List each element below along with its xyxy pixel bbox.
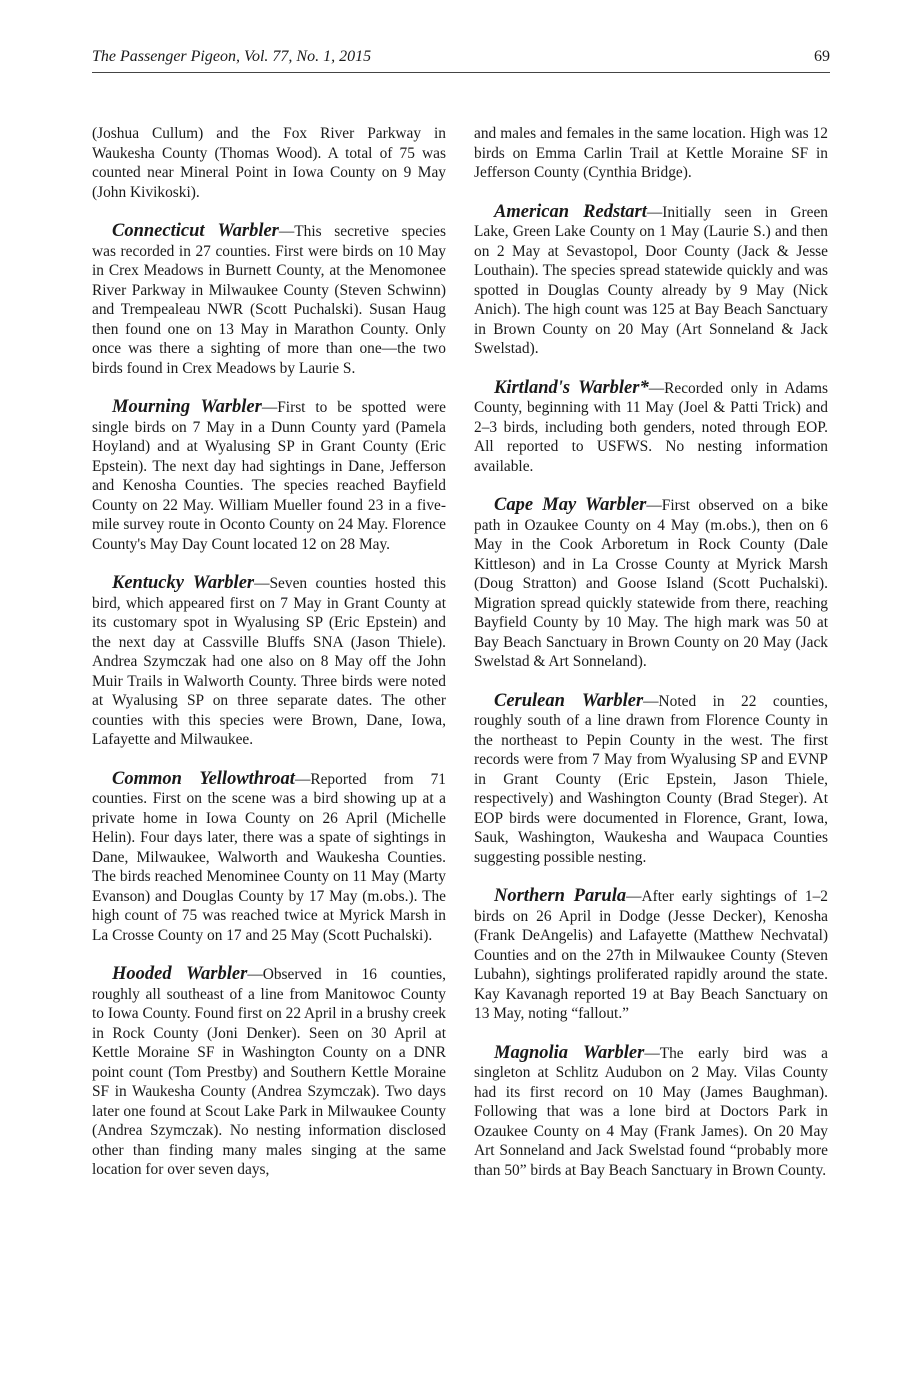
species-name: American Redstart (494, 201, 647, 222)
species-name: Kirtland's Warbler* (494, 377, 649, 398)
species-name: Cape May Warbler (494, 495, 647, 515)
account-text: —Seven counties hosted this bird, which appeared first on 7 May in Grant County at its customary spot in Wyalusing SP (Eric Epstein) and the next day at Cassville Bluffs SNA (Jason Thiele). Andrea Szymczak had one also on 8 May off the John Muir Trails in Walworth County. Three birds were noted at Wyalusing SP on three separate dates. The other counties with this species were Brown, Dane, Iowa, Lafayette and Milwaukee. (92, 575, 446, 748)
species-account (474, 887, 828, 1024)
account-text: —Noted in 22 counties, roughly south of a line drawn from Florence County in the northeast to Pepin County in the west. The first records were from 7 May from Wyalusing SP and EVNP in Grant County (Eric Epstein, Jason Thiele, respectively) and Washington County (Brad Steger). At EOP birds were documented in Florence, Grant, Iowa, Sauk, Washington, Waukesha and Waupaca Counties suggesting possible nesting. (474, 692, 829, 866)
species-name: Magnolia Warbler (494, 1042, 645, 1063)
species-account (474, 496, 828, 672)
left-column (92, 124, 446, 1200)
species-account (474, 124, 828, 183)
species-account (92, 124, 446, 202)
page-number: 69 (814, 48, 830, 65)
page-header (92, 48, 830, 73)
account-text: —The early bird was a singleton at Schlitz Audubon on 2 May. Vilas County had its first record on 10 May (James Baughman). Following that was a lone bird at Doctors Park in Ozaukee County on 4 May (Frank James). On 20 May Art Sonneland and Jack Swelstad found “probably more than 50” birds at Bay Beach Sanctuary in Brown County. (474, 1044, 829, 1179)
species-account (474, 379, 828, 477)
account-text: —First observed on a bike path in Ozaukee County on 4 May (m.obs.), then on 6 May in the Cook Arboretum in Rock County (Dale Kittleson) and in La Crosse County at Myrick Marsh (Doug Stratton) and Goose Island (Scott Puchalski). Migration spread quickly statewide from there, reaching Bayfield County by 10 May. The high mark was 50 at Bay Beach Sanctuary in Brown County on 20 May (Jack Swelstad & Art Sonneland). (474, 497, 828, 670)
species-account (92, 770, 446, 946)
species-name: Mourning Warbler (112, 397, 262, 417)
species-name: Connecticut Warbler (112, 221, 279, 241)
account-text: (Joshua Cullum) and the Fox River Parkway in Waukesha County (Thomas Wood). A total of 75 was counted near Mineral Point in Iowa County on 9 May (John Kivikoski). (92, 125, 446, 201)
account-text: —Recorded only in Adams County, beginning with 11 May (Joel & Patti Trick) and 2–3 birds, including both genders, noted through EOP. All reported to USFWS. No nesting information available. (474, 379, 828, 475)
species-account (92, 574, 446, 750)
species-name: Cerulean Warbler (494, 690, 644, 711)
species-name: Northern Parula (494, 886, 627, 906)
species-account (474, 692, 828, 868)
species-account (92, 222, 446, 378)
account-text: —After early sightings of 1–2 birds on 26 April in Dodge (Jesse Decker), Kenosha (Frank DeAngelis) and Lafayette (Matthew Nechvatal) Counties and on the 27th in Milwaukee County (Steven Lubahn), sightings proliferated rapidly around the state. Kay Kavanagh reported 19 at Bay Beach Sanctuary on 13 May, noting “fallout.” (474, 888, 828, 1022)
species-account (474, 1044, 828, 1181)
account-text: —Reported from 71 counties. First on the scene was a bird showing up at a private home in Iowa County on 26 April (Michelle Helin). Four days later, there was a spate of sightings in Dane, Milwaukee, Walworth and Waukesha Counties. The birds reached Menominee County on 11 May (Marty Evanson) and Douglas County by 17 May (m.obs.). The high count of 75 was reached twice at Myrick Marsh in La Crosse County on 17 and 25 May (Scott Puchalski). (92, 770, 446, 944)
species-name: Hooded Warbler (112, 964, 248, 984)
account-text: —Initially seen in Green Lake, Green Lake County on 1 May (Laurie S.) and then on 2 May at Sevastopol, Door County (Jack & Jesse Louthain). The species spread statewide quickly and was spotted in Douglas County already by 9 May (Nick Anich). The high count was 125 at Bay Beach Sanctuary in Brown County on 20 May (Art Sonneland & Jack Swelstad). (474, 203, 829, 357)
right-column (474, 124, 828, 1200)
account-text: and males and females in the same location. High was 12 birds on Emma Carlin Trail at Kettle Moraine SF in Jefferson County (Cynthia Bridge). (474, 125, 828, 181)
running-head: The Passenger Pigeon, Vol. 77, No. 1, 2015 (92, 48, 372, 65)
account-text: —This secretive species was recorded in 27 counties. First were birds on 10 May in Crex Meadows in Burnett County, at the Menomonee River Parkway in Milwaukee County (Steven Schwinn) and Trempealeau NWR (Scott Puchalski). Susan Haug then found one on 13 May in Marathon County. Only once was there a sighting of more than one—the two birds found in Crex Meadows by Laurie S. (92, 223, 446, 377)
account-text: —First to be spotted were single birds on 7 May in a Dunn County yard (Pamela Hoyland) and at Wyalusing SP in Grant County (Eric Epstein). The next day had sightings in Dane, Jefferson and Kenosha Counties. The species reached Bayfield County on 22 May. William Mueller found 23 in a five-mile survey route in Oconto County on 24 May. Florence County's May Day Count located 12 on 28 May. (92, 399, 446, 553)
account-text: —Observed in 16 counties, roughly all southeast of a line from Manitowoc County to Iowa County. Found first on 22 April in a brushy creek in Rock County (Joni Denker). Seen on 30 April at Kettle Moraine SF in Washington County on a DNR point count (Tom Prestby) and Southern Kettle Moraine SF in Waukesha County (Andrea Szymczak). Two days later one found at Scout Lake Park in Milwaukee County (Andrea Szymczak). No nesting information disclosed other than finding many males singing at the same location for over seven days, (92, 966, 446, 1178)
species-name: Kentucky Warbler (112, 573, 255, 593)
species-account (92, 398, 446, 554)
species-account (474, 203, 828, 359)
species-name: Common Yellowthroat (112, 768, 295, 789)
species-account (92, 965, 446, 1180)
